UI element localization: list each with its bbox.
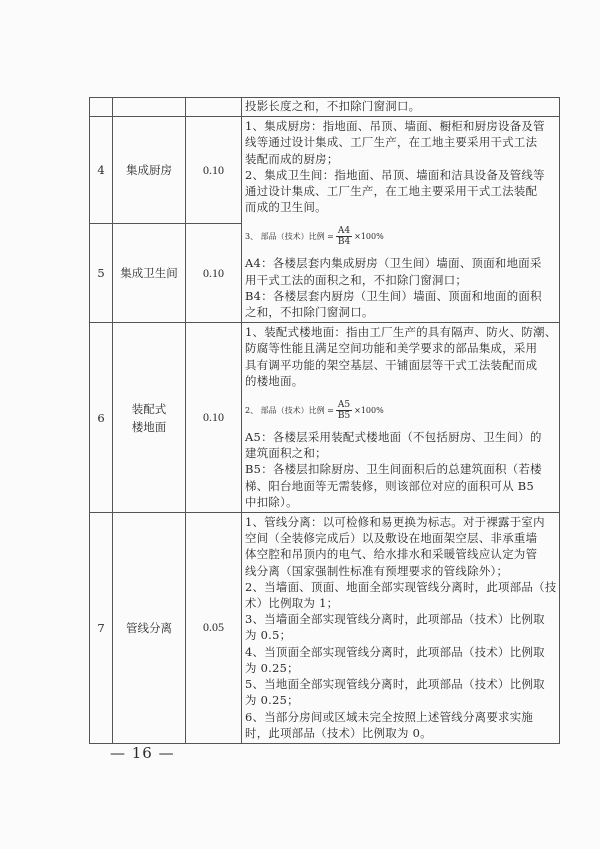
cell-description — [242, 98, 560, 117]
formula-suffix: ×100% — [354, 405, 384, 415]
cell-description — [242, 323, 560, 513]
cell-no — [90, 98, 113, 117]
cell-description — [242, 513, 560, 744]
text-line: 防腐等性能且满足空间功能和美学要求的部品集成，采用 — [245, 341, 538, 356]
text-line: 为 0.25； — [245, 693, 299, 708]
table-row — [90, 117, 560, 224]
cell-weight: 0.10 — [186, 323, 242, 513]
formula-numerator: A4 — [337, 225, 351, 236]
name-line: 装配式 — [131, 401, 167, 416]
text-line: 时，此项部品（技术）比例取为 0。 — [245, 725, 432, 740]
cell-name: 集成厨房 — [113, 117, 186, 224]
text-line: 为 0.25； — [245, 660, 299, 675]
text-line: 2、集成卫生间：指地面、吊顶、墙面和洁具设备及管线等 — [245, 167, 545, 182]
text-line: 线分离（国家强制性标准有预埋要求的管线除外）； — [245, 563, 509, 578]
table-row — [90, 323, 560, 513]
formula-denominator: B4 — [337, 236, 351, 247]
cell-name: 集成卫生间 — [113, 224, 186, 323]
text-line: 体空腔和吊顶内的电气、给水排水和采暖管线应认定为管 — [245, 547, 538, 562]
cell-weight — [186, 98, 242, 117]
text-line: A5：各楼层采用装配式楼地面（不包括厨房、卫生间）的 — [245, 430, 542, 445]
text-line: 之和，不扣除门窗洞口。 — [245, 305, 374, 320]
cell-no: 7 — [90, 513, 113, 744]
text-line: 4、当顶面全部实现管线分离时，此项部品（技术）比例取 — [245, 644, 545, 659]
cell-name — [113, 98, 186, 117]
cell-description — [242, 117, 560, 323]
cell-no: 6 — [90, 323, 113, 513]
text-line: 5、当地面全部实现管线分离时，此项部品（技术）比例取 — [245, 677, 545, 692]
formula-label: 2、 部品（技术）比例 = — [245, 405, 334, 415]
cell-weight: 0.05 — [186, 513, 242, 744]
name-line: 楼地面 — [131, 419, 167, 434]
ratio-formula — [245, 219, 557, 253]
text-line: 的楼地面。 — [245, 373, 304, 388]
cell-name — [113, 323, 186, 513]
text-line: 术）比例取为 1； — [245, 596, 339, 611]
formula-numerator: A5 — [337, 399, 351, 410]
text-line: 梯、阳台地面等无需装修，则该部位对应的面积可从 B5 — [245, 478, 535, 493]
text-line: 3、当墙面全部实现管线分离时，此项部品（技术）比例取 — [245, 612, 545, 627]
table-row — [90, 98, 560, 117]
text-line: 建筑面积之和； — [245, 446, 327, 461]
text-line: B5：各楼层扣除厨房、卫生间面积后的总建筑面积（若楼 — [245, 462, 542, 477]
assessment-table — [89, 97, 560, 744]
text-line: 1、装配式楼地面：指由工厂生产的具有隔声、防火、防潮、 — [245, 325, 557, 340]
formula-label: 3、 部品（技术）比例 = — [245, 231, 334, 241]
formula-denominator: B5 — [337, 410, 351, 421]
text-line: 投影长度之和，不扣除门窗洞口。 — [245, 99, 421, 113]
ratio-formula — [245, 393, 557, 427]
page-number: — 16 — — [110, 744, 175, 762]
table-row — [90, 513, 560, 744]
text-line: 装配而成的厨房； — [245, 151, 339, 166]
cell-no: 4 — [90, 117, 113, 224]
text-line: 空间（全装修完成后）以及敷设在地面架空层、非承重墙 — [245, 531, 538, 546]
cell-weight: 0.10 — [186, 117, 242, 224]
text-line: 具有调平功能的架空基层、干铺面层等干式工法装配而成 — [245, 357, 538, 372]
text-line: 6、当部分房间或区域未完全按照上述管线分离要求实施 — [245, 709, 534, 724]
text-line: 中扣除）。 — [245, 494, 298, 509]
text-line: 线等通过设计集成、工厂生产，在工地主要采用干式工法 — [245, 135, 538, 150]
formula-suffix: ×100% — [354, 231, 384, 241]
text-line: 通过设计集成、工厂生产，在工地主要采用干式工法装配 — [245, 184, 538, 199]
text-line: A4：各楼层套内集成厨房（卫生间）墙面、顶面和地面采 — [245, 256, 542, 271]
text-line: 用干式工法的面积之和，不扣除门窗洞口； — [245, 272, 468, 287]
text-line: B4：各楼层套内厨房（卫生间）墙面、顶面和地面的面积 — [245, 288, 542, 303]
text-line: 2、当墙面、顶面、地面全部实现管线分离时，此项部品（技 — [245, 579, 557, 594]
text-line: 为 0.5； — [245, 628, 292, 643]
text-line: 1、管线分离：以可检修和易更换为标志。对于裸露于室内 — [245, 515, 545, 530]
text-line: 而成的卫生间。 — [245, 200, 327, 215]
text-line: 1、集成厨房：指地面、吊顶、墙面、橱柜和厨房设备及管 — [245, 119, 545, 134]
cell-no: 5 — [90, 224, 113, 323]
cell-name: 管线分离 — [113, 513, 186, 744]
cell-weight: 0.10 — [186, 224, 242, 323]
